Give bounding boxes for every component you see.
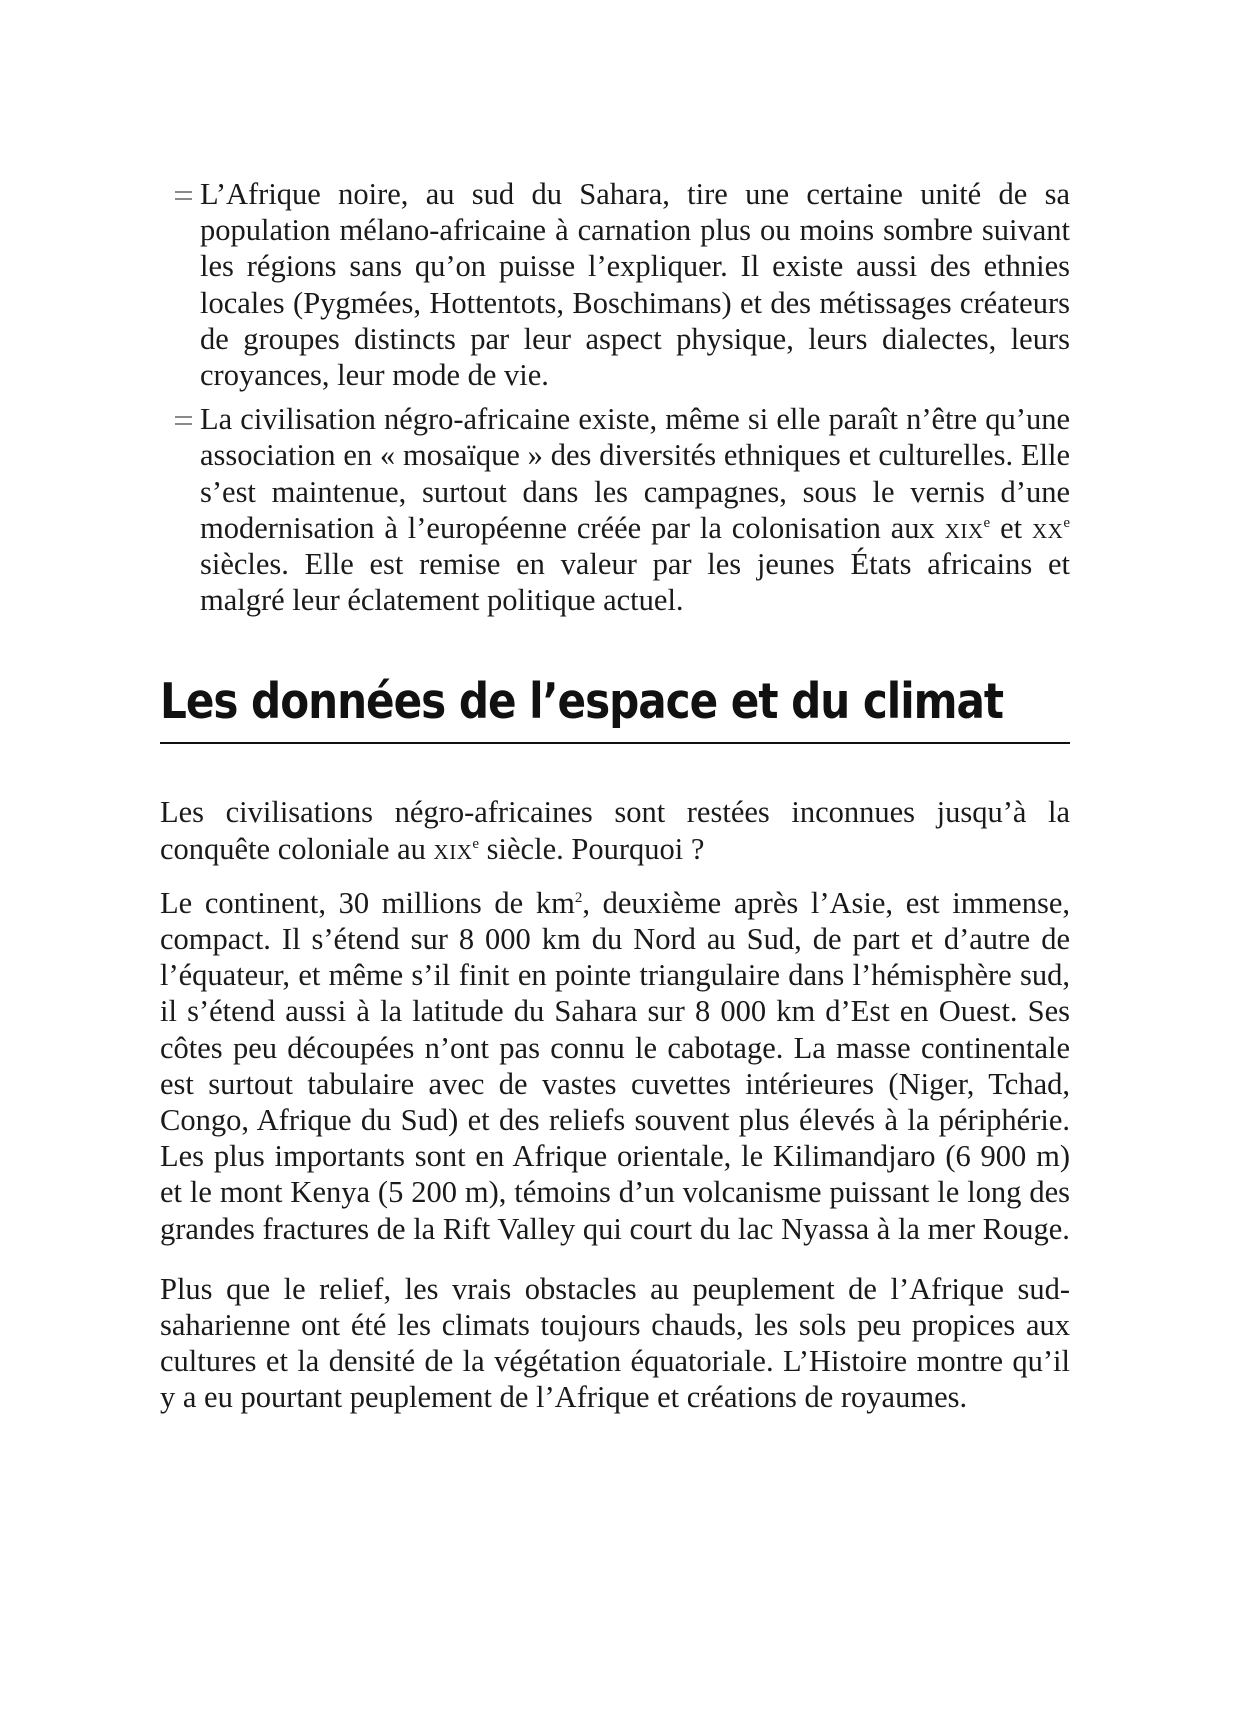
bullet-marker-icon: [175, 416, 192, 425]
heading-underline: [160, 742, 1070, 744]
century-numeral: xix: [944, 510, 984, 545]
page-content: [160, 176, 1070, 1416]
bullet-marker-icon: [175, 191, 192, 200]
bullet-list: [200, 176, 1070, 618]
bullet-item: [200, 401, 1070, 618]
bullet-text: La civilisation négro-africaine existe, même si elle paraît n’être qu’une association en « mosaïque » des diversités ethniques et culturelles. Elle s’est maintenue, surtout dans les campagnes, sous le vernis d’une modernisation à l’européenne créée par la colonisation aux: [200, 402, 1070, 545]
bullet-text: L’Afrique noire, au sud du Sahara, tire une certaine unité de sa population mélano-africaine à carnation plus ou moins sombre suivant les régions sans qu’on puisse l’expliquer. Il existe aussi des ethnies locales (Pygmées, Hottentots, Boschimans) et des métissages créateurs de groupes distincts par leur aspect physique, leurs dialectes, leurs croyances, leur mode de vie.: [200, 177, 1070, 393]
century-superscript: e: [983, 514, 991, 531]
bullet-text: siècles. Elle est remise en valeur par les jeunes États africains et malgré leur éclatement politique actuel.: [200, 547, 1070, 618]
bullet-text: et: [990, 510, 1032, 545]
century-superscript: e: [1063, 514, 1071, 531]
century-numeral: xix: [433, 831, 473, 866]
paragraph-text: Plus que le relief, les vrais obstacles au peuplement de l’Afrique sud-saharienne ont été les climats toujours chauds, les sols peu propices aux cultures et la densité de la végétation équatoriale. L’Histoire montre qu’il y a eu pourtant peuplement de l’Afrique et créations de royaumes.: [160, 1271, 1070, 1415]
paragraph-text: siècle. Pourquoi ?: [479, 831, 705, 866]
paragraph: [160, 794, 1070, 866]
paragraph: [160, 885, 1070, 1247]
century-superscript: e: [472, 835, 480, 852]
paragraph-text: , deuxième après l’Asie, est immense, compact. Il s’étend sur 8 000 km du Nord au Sud, de part et d’autre de l’équateur, et même s’il finit en pointe triangulaire dans l’hémisphère sud, il s’étend aussi à la latitude du Sahara sur 8 000 km d’Est en Ouest. Ses côtes peu découpées n’ont pas connu le cabotage. La masse continentale est surtout tabulaire avec de vastes cuvettes intérieures (Niger, Tchad, Congo, Afrique du Sud) et des reliefs souvent plus élevés à la périphérie. Les plus importants sont en Afrique orientale, le Kilimandjaro (6 900 m) et le mont Kenya (5 200 m), témoins d’un volcanisme puissant le long des grandes fractures de la Rift Valley qui court du lac Nyassa à la mer Rouge.: [160, 885, 1070, 1246]
paragraph: [160, 1271, 1070, 1416]
bullet-item: [200, 176, 1070, 393]
paragraph-text: Le continent, 30 millions de km: [160, 885, 575, 920]
unit-superscript: 2: [574, 889, 583, 906]
paragraph-text: Les civilisations négro-africaines sont restées inconnues jusqu’à la conquête coloniale au: [160, 795, 1070, 866]
section-heading: Les données de l’espace et du climat: [160, 673, 1004, 731]
century-numeral: xx: [1032, 510, 1064, 545]
